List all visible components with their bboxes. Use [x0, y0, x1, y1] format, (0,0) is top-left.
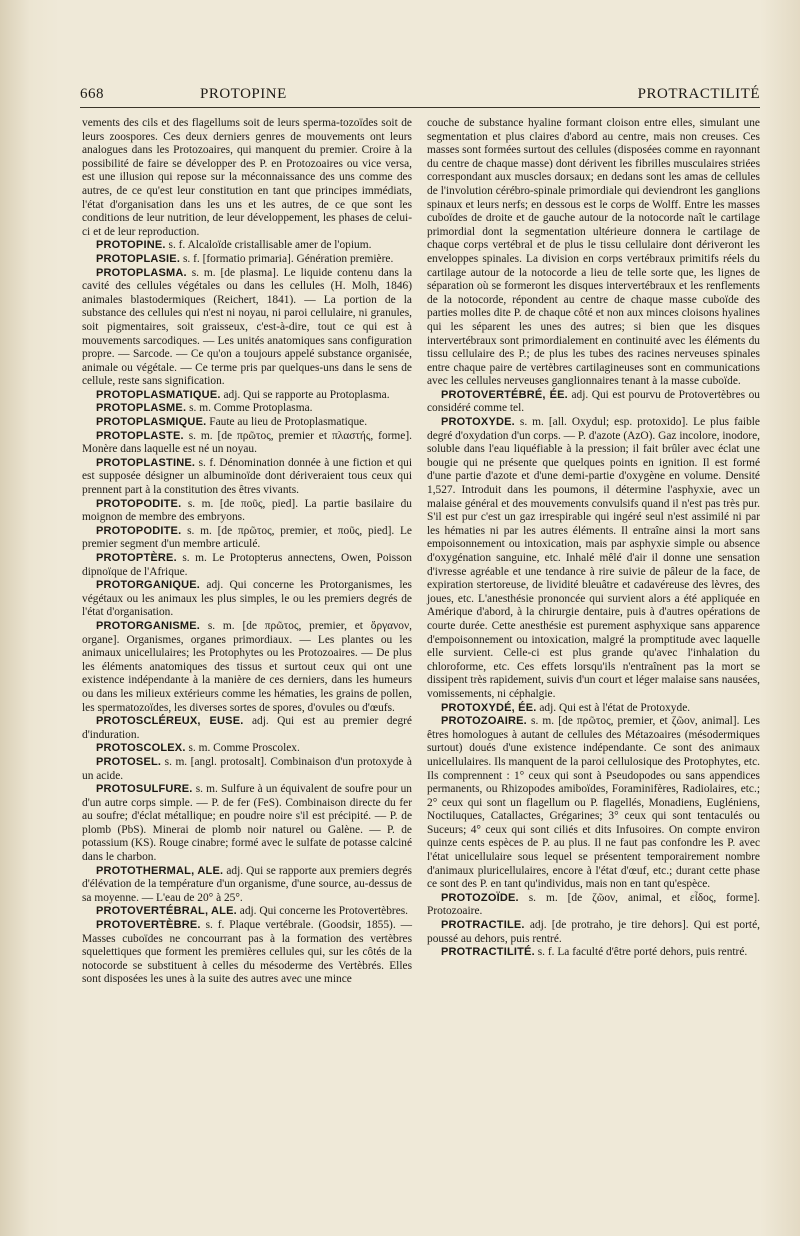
dictionary-entry: [82, 579, 412, 620]
entry-headword: PROTOSULFURE.: [96, 783, 193, 796]
dictionary-entry: [427, 715, 760, 892]
entry-definition: s. m. [de ζῶον, animal, et εἶδος, forme]. Protozoaire.: [427, 891, 760, 918]
entry-definition: vements des cils et des flagellums soit de leurs sperma-tozoïdes soit de leurs zoospores. Ces deux derniers genres de mouvements ont leurs analogues dans les Protozoaires, qui manquent du premier. Croire à la possibilité de faire se développer des P. en Protozoaires ou vice versa, est une illusion qui repose sur la méconnaissance des uns comme des autres, de ce qu'est leur constitution en tant que principes immédiats, l'état d'organisation dans les uns et les autres, de ce que sont les conditions de leur nutrition, de leur développement, les phases de celui-ci et de leur reproduction.: [82, 117, 412, 238]
dictionary-entry: [427, 389, 760, 416]
entry-definition: s. m. [de plasma]. Le liquide contenu dans la cavité des cellules végétales ou dans les cellules (H. Molh, 1846) animales blastodermiques (Reichert, 1841). — La portion de la substance des cellules qui n'est ni noyau, ni paroi cellulaire, ni granules, soit pigmentaires, soit graisseux, c'est-à-dire, tout ce qui est à mouvements sarcodiques. — Les unités anatomiques sans configuration propre. — Sarcode. — Ce qu'on a toujours appelé substance organisée, animale ou végétale. — Ce terme pris par quelques-uns dans le sens de cellule, reste sans signification.: [82, 266, 412, 388]
entry-definition: Faute au lieu de Protoplasmatique.: [209, 416, 368, 429]
entry-definition: s. m. Comme Proscolex.: [188, 742, 300, 755]
dictionary-entry: [82, 267, 412, 389]
entry-definition: s. f. [formatio primaria]. Génération première.: [182, 252, 394, 265]
entry-definition: s. f. Alcaloïde cristallisable amer de l'opium.: [168, 239, 372, 252]
dictionary-entry: [82, 552, 412, 579]
entry-headword: PROTOVERTÉBRÉ, ÉE.: [441, 388, 568, 401]
entry-headword: PROTOPINE.: [96, 239, 166, 252]
page-number: 668: [80, 86, 104, 102]
left-guide-word: PROTOPINE: [200, 86, 287, 102]
entry-headword: PROTOPLASME.: [96, 402, 187, 415]
dictionary-entry: [82, 498, 412, 525]
entry-headword: PROTOSCLÉREUX, EUSE.: [96, 715, 244, 728]
dictionary-entry: [427, 946, 760, 960]
entry-headword: PROTOPODITE.: [96, 524, 182, 537]
entry-definition: s. f. La faculté d'être porté dehors, puis rentré.: [537, 946, 748, 959]
dictionary-entry: [82, 525, 412, 552]
dictionary-entry: [82, 905, 412, 919]
entry-headword: PROTRACTILITÉ.: [441, 946, 535, 959]
dictionary-entry: [82, 919, 412, 987]
entry-definition: adj. Qui est pourvu de Protovertèbres ou considéré comme tel.: [427, 388, 760, 415]
dictionary-entry: [82, 457, 412, 498]
entry-definition: adj. Qui est à l'état de Protoxyde.: [539, 701, 691, 714]
dictionary-entry: [82, 117, 412, 239]
entry-definition: s. m. Le Protopterus annectens, Owen, Poisson dipnoïque de l'Afrique.: [82, 552, 412, 578]
entry-definition: adj. Qui concerne les Protovertèbres.: [239, 905, 409, 918]
dictionary-entry: [82, 239, 412, 253]
entry-headword: PROTOPLASTE.: [96, 429, 184, 442]
entry-definition: s. m. [de ποῦς, pied]. La partie basilaire du moignon de membre des embryons.: [82, 497, 412, 524]
entry-headword: PROTOSEL.: [96, 755, 162, 768]
entry-headword: PROTOSCOLEX.: [96, 742, 186, 755]
dictionary-entry: [82, 430, 412, 457]
dictionary-entry: [82, 715, 412, 742]
right-guide-word: PROTRACTILITÉ: [637, 86, 760, 102]
entry-headword: PROTOVERTÉBRAL, ALE.: [96, 905, 237, 918]
entry-headword: PROTOPODITE.: [96, 497, 182, 510]
entry-definition: s. m. [de πρῶτος, premier et πλαστής, forme]. Monère dans laquelle est né un noyau.: [82, 429, 412, 456]
entry-headword: PROTOPTÈRE.: [96, 552, 177, 564]
entry-headword: PROTOXYDE.: [441, 416, 515, 429]
entry-headword: PROTORGANIQUE.: [96, 579, 201, 592]
right-column: [427, 117, 760, 960]
entry-definition: adj. [de protraho, je tire dehors]. Qui est porté, poussé au dehors, puis rentré.: [427, 919, 760, 945]
entry-headword: PROTOXYDÉ, ÉE.: [441, 701, 537, 714]
entry-definition: s. m. Sulfure à un équivalent de soufre pour un d'un autre corps simple. — P. de fer (FeS). Combinaison directe du fer au soufre; d'éclat métallique; en poudre noire s'il est précipité. — P. de plomb (PbS). Minerai de plomb noir naturel ou Galène. — P. de potassium (KS). Rouge cinabre; formé avec le sulfate de potasse calciné dans le charbon.: [82, 783, 412, 864]
dictionary-entry: [82, 742, 412, 756]
dictionary-entry: [82, 416, 412, 430]
dictionary-entry: [82, 756, 412, 783]
entry-definition: adj. Qui se rapporte aux premiers degrés d'élévation de la température d'un organisme, d'une source, au-dessus de sa moyenne. — L'eau de 20° à 25°.: [82, 864, 412, 904]
dictionary-entry: [82, 620, 412, 715]
entry-headword: PROTOPLASIE.: [96, 252, 181, 265]
entry-definition: adj. Qui concerne les Protorganismes, les végétaux ou les animaux les plus simples, le ou les premiers degrés de l'état d'organisation.: [82, 579, 412, 619]
dictionary-entry: [427, 416, 760, 701]
entry-definition: couche de substance hyaline formant cloison entre elles, simulant une segmentation et plus claires d'abord au centre, mais non creuses. Ces masses sont formées surtout des cellules (disposées comme en rayonnant du centre de chaque masse) dont dérivent les fibrilles musculaires striées correspondant aux muscles dorsaux; en dedans sont les amas de cellules de l'involution cérébro-spinale primordiale qui deviendront les ganglions spinaux et leurs nerfs; en dessous est le corps de Wolff. Entre les masses cuboïdes de droite et de gauche autour de la notocorde naît le cartilage primordial dont la segmentation ultérieure donnera le cartilage de chaque corps vertébral et de plus le tissu cellulaire dont dériveront les enveloppes spinales. La division en corps vertébraux primitifs réels du cartilage autour de la notocorde a lieu de telle sorte que, les lignes de séparation où se formeront les disques intervertébraux et les renflements de la notocorde, répondent au centre de chaque masse cuboïde des parties molles dite P. de chaque côté et non aux minces cloisons hyalines qui les séparent les unes des autres; si bien que les disques intervertébraux sont primordialement en continuité avec les éléments du tissu cellulaire des P.; de plus les tubes des racines nerveuses spinales entre chaque paire de vertèbres cartilagineuses sont en communications avec les cellules nerveuses ganglionnaires tenant à la masse cuboïde.: [427, 117, 760, 388]
entry-headword: PROTRACTILE.: [441, 919, 525, 932]
dictionary-entry: [82, 783, 412, 865]
entry-headword: PROTOPLASMA.: [96, 266, 187, 279]
dictionary-entry: [82, 389, 412, 403]
entry-headword: PROTORGANISME.: [96, 619, 201, 632]
entry-definition: adj. Qui se rapporte au Protoplasma.: [223, 388, 390, 401]
entry-definition: s. m. Comme Protoplasma.: [189, 402, 313, 415]
dictionary-entry: [82, 402, 412, 416]
entry-headword: PROTOTHERMAL, ALE.: [96, 864, 224, 877]
entry-headword: PROTOPLASTINE.: [96, 456, 196, 469]
dictionary-entry: [82, 865, 412, 906]
entry-headword: PROTOZOAIRE.: [441, 715, 527, 728]
dictionary-entry: [427, 117, 760, 389]
entry-headword: PROTOPLASMATIQUE.: [96, 388, 221, 401]
header-rule: [80, 107, 760, 108]
dictionary-entry: [427, 702, 760, 716]
left-column: [82, 117, 412, 987]
dictionary-entry: [427, 892, 760, 919]
entry-definition: s. f. Dénomination donnée à une fiction et qui est supposée désigner un albuminoïde dont dériveraient tous ceux qui prennent part à la constitution des êtres vivants.: [82, 456, 412, 497]
entry-definition: adj. Qui est au premier degré d'induration.: [82, 715, 412, 741]
running-header: [80, 86, 760, 108]
entry-definition: s. f. Plaque vertébrale. (Goodsir, 1855). — Masses cuboïdes ne concourrant pas à la formation des vertèbres squelettiques que forment les premières cellules qui, sur les côtés de la notocorde se substituent à celles du mésoderme des Vertèbrés. Elles sont disposées les unes à la suite des autres avec une mince: [82, 919, 412, 986]
entry-headword: PROTOZOÏDE.: [441, 891, 519, 904]
entry-headword: PROTOVERTÈBRE.: [96, 919, 201, 932]
entry-definition: s. m. [de πρῶτος, premier, et ὄργανον, organe]. Organismes, organes primordiaux. — Les plantes ou les animaux unicellulaires; les Protophytes ou les Protozoaires. — De plus les éléments anatomiques des tissus et surtout ceux qui ont une existence indépendante à la manière de ces derniers, dans les humeurs ou dans les milieux extérieurs comme les hématies, les grains de pollen, les spermatozoïdes, les diverses sortes de spores, d'ovules ou d'œufs.: [82, 619, 412, 714]
entry-headword: PROTOPLASMIQUE.: [96, 416, 207, 429]
dictionary-entry: [427, 919, 760, 946]
entry-definition: s. m. [de πρῶτος, premier, et ζῶον, animal]. Les êtres homologues à autant de cellules des Métazoaires (mésodermiques surtout) doués d'une existence indépendante. Ce sont des animaux unicellulaires. Ils manquent de la paroi cellulosique des Protophytes, etc. Ils comprennent : 1° ceux qui sont à Pseudopodes ou sans appendices permanents, ou Rhizopodes amiboïdes, Foraminifères, Radiolaires, etc.; 2° ceux qui sont un flagellum ou P. flagellés, Monadiens, Eugléniens, Noctiluques, Catallactes, Grégarines; 3° ceux qui sont tentaculés ou Suceurs; 4° ceux qui sont ciliés et dits Infusoires. On compte environ quinze cents espèces de P. au plus. Il ne faut pas confondre les P. avec l'état unicellulaire sous lequel se présentent temporairement nombre d'animaux pluricellulaires, encore à l'état d'œuf, etc.; durant cette phase ce sont des P. en tant qu'individus, mais non en tant qu'espèce.: [427, 715, 760, 891]
entry-definition: s. m. [angl. protosalt]. Combinaison d'un protoxyde à un acide.: [82, 755, 412, 782]
entry-definition: s. m. [de πρῶτος, premier, et ποῦς, pied]. Le premier segment d'un membre articulé.: [82, 524, 412, 551]
entry-definition: s. m. [all. Oxydul; esp. protoxido]. Le plus faible degré d'oxydation d'un corps. — P. d'azote (AzO). Gaz incolore, inodore, soluble dans l'eau liquéfiable à la pression; il fait brûler avec éclat une bougie qui ne présente que quelques points en ignition. Il est formé d'une partie d'azote et d'une demi-partie d'oxygène en volume. Densité 1,527. Introduit dans les poumons, il détermine l'asphyxie, avec un malaise général et des mouvements convulsifs quand il n'est pas très pur. S'il est pur c'est un gaz irrespirable qui ingéré seul n'est assimilé ni par les hématies ni par les autres éléments. Il entraîne ainsi la mort sans empoisonnement ou intoxication, mais par asphyxie simple ou absence d'oxygénation sanguine, etc. Inhalé mêlé d'air il donne une sensation d'ivresse agréable et une tendance à rire suivie de pâleur de la face, de expiration stertoreuse, de lividité bleuâtre et cadavéreuse des lèvres, des joues, etc. L'anesthésie prononcée qui survient alors a été appliquée en Amérique d'abord, à la chirurgie dentaire, puis à d'autres opérations de courte durée. Cette anesthésie est purement asphyxique sans apparence d'empoisonnement ou intoxication, malgré la promptitude avec laquelle elle survient. Celle-ci est plus grande qu'avec l'inhalation du chloroforme, etc. Ces effets lorsqu'ils n'entraînent pas la mort se dissipent très rapidement, suivis d'un court et léger malaise sans nausées, vomissements, ni céphalgie.: [427, 416, 760, 700]
dictionary-entry: [82, 253, 412, 267]
